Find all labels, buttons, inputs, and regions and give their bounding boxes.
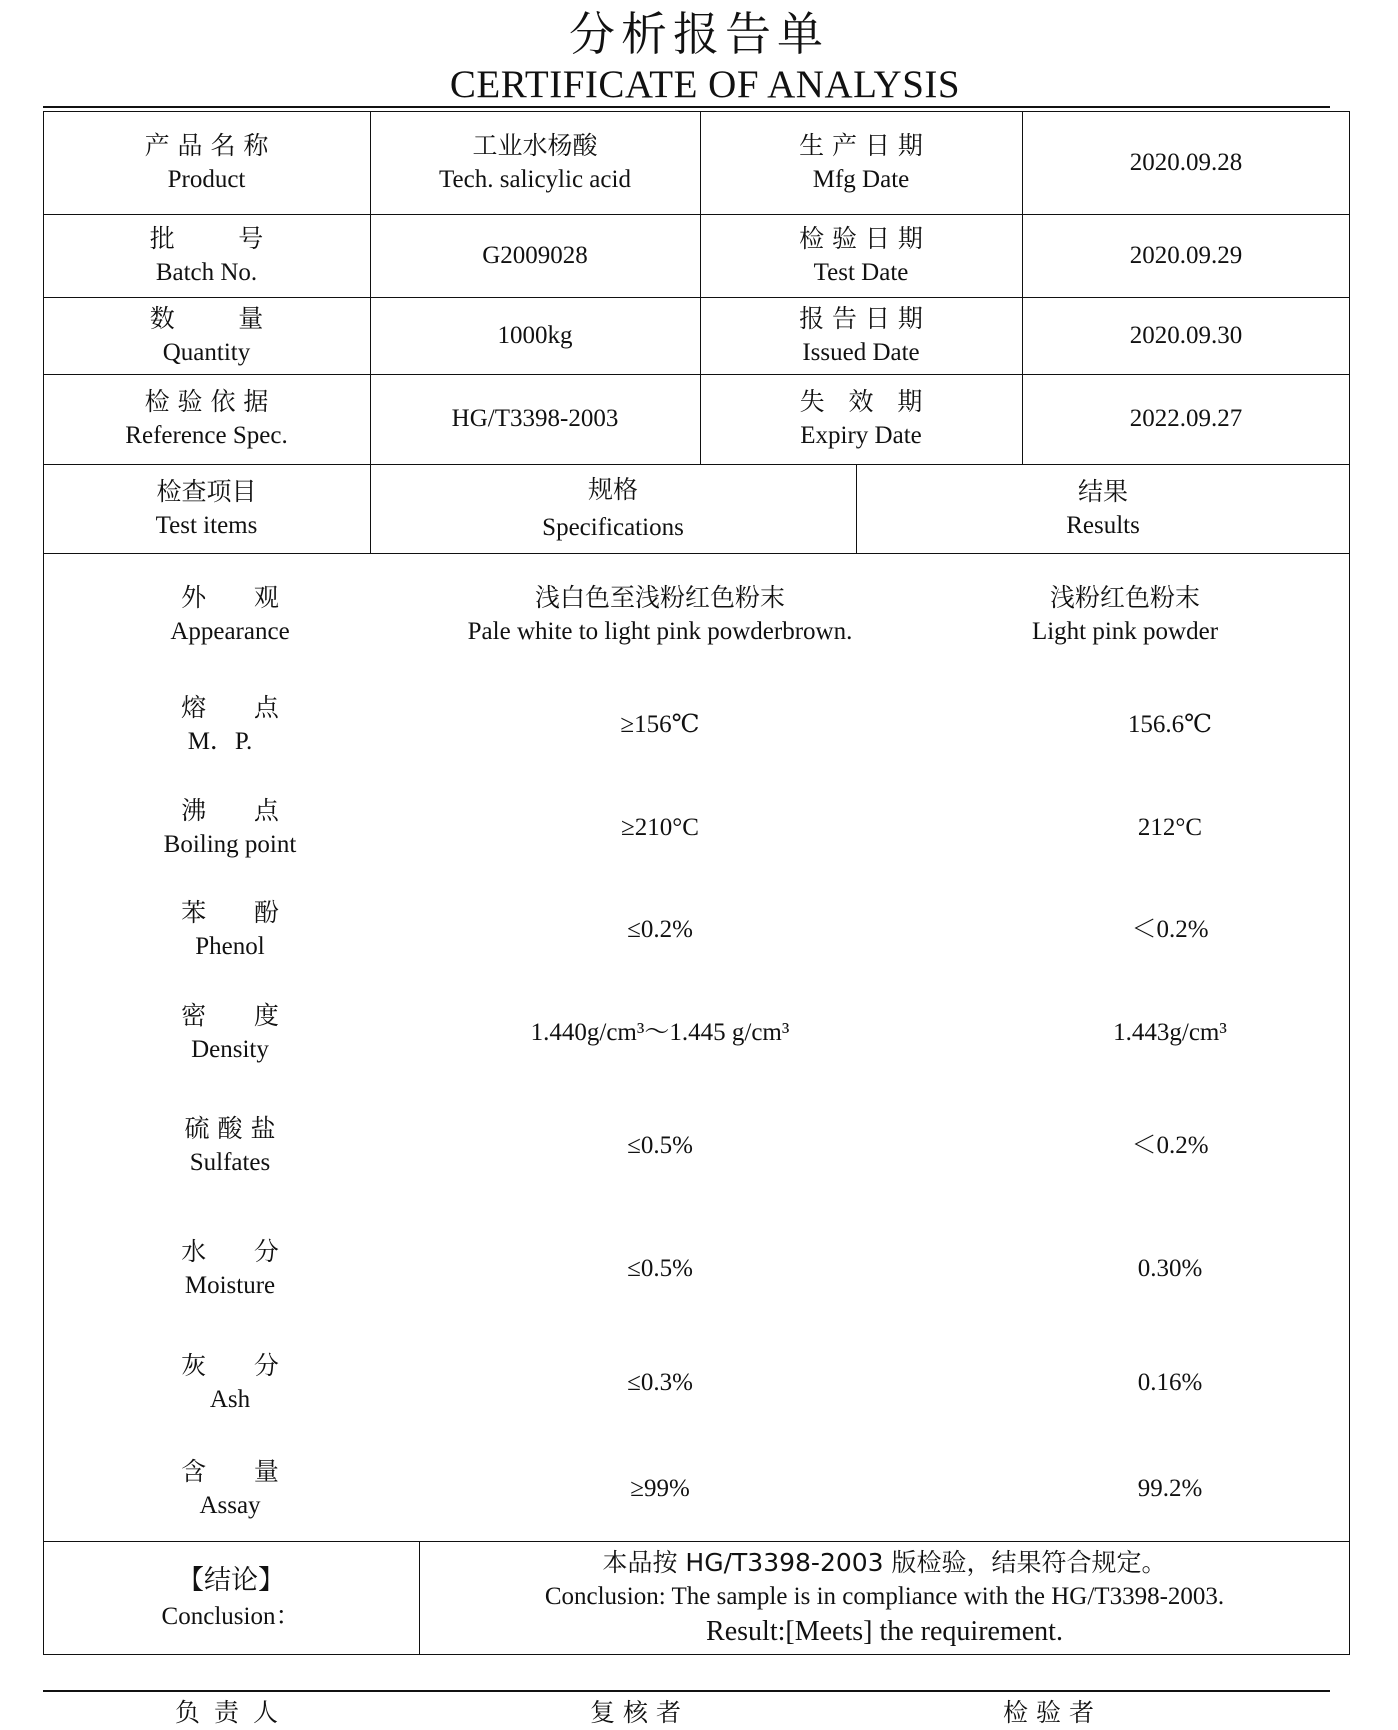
test-name-cn: 外 观 — [181, 583, 279, 612]
conclusion-text-en: Conclusion: The sample is in compliance with the HG/T3398-2003. — [544, 1583, 1225, 1610]
expiry-label-en: Expiry Date — [800, 422, 922, 449]
expiry-value — [1022, 374, 1350, 464]
conclusion-label-cn: 【结论】 — [177, 1565, 285, 1596]
test-name-en: Density — [191, 1036, 269, 1063]
quantity-label-cn: 数 量 — [149, 303, 264, 333]
test-name-en: Ash — [209, 1386, 251, 1413]
batch-label-en: Batch No. — [155, 258, 258, 286]
test-name-cn: 苯 酚 — [181, 898, 279, 927]
test-result: 0.30% — [1137, 1255, 1203, 1282]
conclusion-label — [43, 1541, 419, 1655]
test-spec: ≤0.2% — [627, 916, 693, 943]
reference-label-en: Reference Spec. — [125, 422, 288, 449]
test-name-en: Appearance — [170, 618, 290, 645]
test-row-appearance-result — [970, 578, 1280, 652]
test-row-sulfates-name — [60, 1109, 400, 1183]
test-row-moisture-result — [1010, 1232, 1330, 1306]
mfg-date-value-text: 2020.09.28 — [1129, 148, 1243, 176]
test-row-ash-name — [60, 1346, 400, 1420]
test-result: 0.16% — [1137, 1369, 1203, 1396]
reference-value — [370, 374, 700, 464]
issued-date-label-en: Issued Date — [802, 338, 920, 366]
test-row-boiling-result — [1010, 791, 1330, 865]
test-row-ash-spec — [400, 1346, 920, 1420]
test-name-cn: 含 量 — [181, 1457, 279, 1486]
test-spec: ≥156℃ — [620, 711, 700, 738]
issued-date-value-text: 2020.09.30 — [1129, 321, 1243, 349]
test-name-en: Sulfates — [189, 1149, 271, 1176]
signature-manager: 负责人 — [175, 1698, 293, 1727]
test-spec: ≤0.3% — [627, 1369, 693, 1396]
reference-label-cn: 检 验 依 据 — [144, 387, 269, 416]
reference-label — [43, 374, 370, 464]
test-spec: ≥210°C — [621, 814, 699, 841]
batch-label — [43, 214, 370, 297]
test-date-label-en: Test Date — [813, 258, 909, 286]
test-name-cn: 硫 酸 盐 — [184, 1114, 276, 1143]
issued-date-value — [1022, 297, 1350, 374]
col-header-spec-en: Specifications — [542, 513, 684, 541]
test-row-sulfates-result — [1010, 1109, 1330, 1183]
test-row-boiling-spec — [400, 791, 920, 865]
test-name-en: Boiling point — [163, 831, 297, 858]
mfg-date-label-cn: 生 产 日 期 — [799, 130, 923, 160]
test-result: 1.443g/cm³ — [1113, 1019, 1227, 1046]
product-label-cn: 产 品 名 称 — [144, 130, 269, 160]
test-result: 212°C — [1137, 814, 1203, 841]
test-date-value-text: 2020.09.29 — [1129, 241, 1243, 269]
conclusion-text — [419, 1541, 1350, 1655]
batch-value-text: G2009028 — [482, 241, 588, 269]
issued-date-label — [700, 297, 1022, 374]
test-spec: ≥99% — [630, 1475, 690, 1502]
footer-rule — [43, 1690, 1330, 1692]
test-name-cn: 沸 点 — [181, 796, 279, 825]
test-row-mp-spec — [400, 688, 920, 762]
product-label-en: Product — [167, 165, 246, 193]
conclusion-text-cn: 本品按 HG/T3398-2003 版检验，结果符合规定。 — [602, 1548, 1167, 1577]
issued-date-label-cn: 报 告 日 期 — [799, 303, 923, 333]
test-row-boiling-name — [60, 791, 400, 865]
test-row-sulfates-spec — [400, 1109, 920, 1183]
test-name-cn: 灰 分 — [181, 1351, 279, 1380]
col-header-items-cn: 检查项目 — [156, 476, 257, 506]
col-header-results-cn: 结果 — [1077, 476, 1128, 506]
test-row-mp-name — [60, 688, 400, 762]
quantity-label-en: Quantity — [162, 338, 251, 366]
test-spec: 1.440g/cm³～1.445 g/cm³ — [530, 1019, 790, 1046]
quantity-value — [370, 297, 700, 374]
test-result: ＜0.2% — [1131, 1132, 1209, 1159]
mfg-date-label-en: Mfg Date — [812, 165, 910, 193]
test-date-label — [700, 214, 1022, 297]
test-row-assay-result — [1010, 1452, 1330, 1526]
mfg-date-label — [700, 111, 1022, 214]
document-title-cn: 分析报告单 — [569, 7, 829, 61]
test-row-mp-result — [1010, 688, 1330, 762]
col-header-spec — [370, 464, 856, 553]
quantity-label — [43, 297, 370, 374]
test-row-assay-spec — [400, 1452, 920, 1526]
product-label — [43, 111, 370, 214]
test-row-density-name — [60, 996, 400, 1070]
test-name-en: M．P. — [187, 728, 253, 755]
test-row-ash-result — [1010, 1346, 1330, 1420]
conclusion-result: Result:[Meets] the requirement. — [706, 1616, 1063, 1647]
title-underline — [43, 106, 1330, 108]
reference-value-text: HG/T3398-2003 — [451, 405, 619, 432]
signature-inspector: 检验者 — [1003, 1698, 1103, 1727]
test-name-en: Assay — [199, 1492, 261, 1519]
expiry-value-text: 2022.09.27 — [1129, 405, 1243, 432]
product-value-cn: 工业水杨酸 — [472, 130, 598, 160]
batch-label-cn: 批 号 — [149, 223, 264, 253]
test-row-moisture-name — [60, 1232, 400, 1306]
test-row-phenol-result — [1010, 893, 1330, 967]
test-result: Light pink powder — [1031, 618, 1219, 645]
col-header-results — [856, 464, 1350, 553]
test-result: 99.2% — [1137, 1475, 1203, 1502]
expiry-label — [700, 374, 1022, 464]
batch-value — [370, 214, 700, 297]
expiry-label-cn: 失 效 期 — [799, 387, 923, 416]
product-value-en: Tech. salicylic acid — [439, 165, 631, 193]
signature-reviewer: 复核者 — [590, 1698, 690, 1727]
row-divider — [43, 553, 1350, 554]
test-result-cn: 浅粉红色粉末 — [1049, 583, 1200, 612]
col-header-spec-cn: 规格 — [587, 474, 638, 504]
test-row-assay-name — [60, 1452, 400, 1526]
test-row-appearance-spec — [400, 578, 920, 652]
mfg-date-value — [1022, 111, 1350, 214]
col-header-results-en: Results — [1066, 511, 1140, 539]
test-row-appearance-name — [60, 578, 400, 652]
test-row-density-result — [1010, 996, 1330, 1070]
test-name-cn: 密 度 — [181, 1001, 279, 1030]
test-row-density-spec — [400, 996, 920, 1070]
test-name-en: Phenol — [195, 933, 265, 960]
test-name-cn: 熔 点 — [181, 693, 279, 722]
test-row-phenol-spec — [400, 893, 920, 967]
test-name-cn: 水 分 — [181, 1237, 279, 1266]
test-row-phenol-name — [60, 893, 400, 967]
product-value — [370, 111, 700, 214]
test-spec: Pale white to light pink powderbrown. — [467, 618, 853, 645]
test-spec: ≤0.5% — [627, 1255, 693, 1282]
test-spec: ≤0.5% — [627, 1132, 693, 1159]
test-name-en: Moisture — [184, 1272, 276, 1299]
col-header-items-en: Test items — [155, 511, 258, 539]
test-result: 156.6℃ — [1127, 711, 1213, 738]
col-header-items — [43, 464, 370, 553]
test-result: ＜0.2% — [1131, 916, 1209, 943]
test-spec-cn: 浅白色至浅粉红色粉末 — [534, 583, 785, 612]
conclusion-label-en: Conclusion： — [161, 1603, 301, 1630]
quantity-value-text: 1000kg — [497, 321, 573, 349]
test-date-value — [1022, 214, 1350, 297]
document-title-en: CERTIFICATE OF ANALYSIS — [449, 63, 961, 106]
test-date-label-cn: 检 验 日 期 — [799, 223, 923, 253]
test-row-moisture-spec — [400, 1232, 920, 1306]
